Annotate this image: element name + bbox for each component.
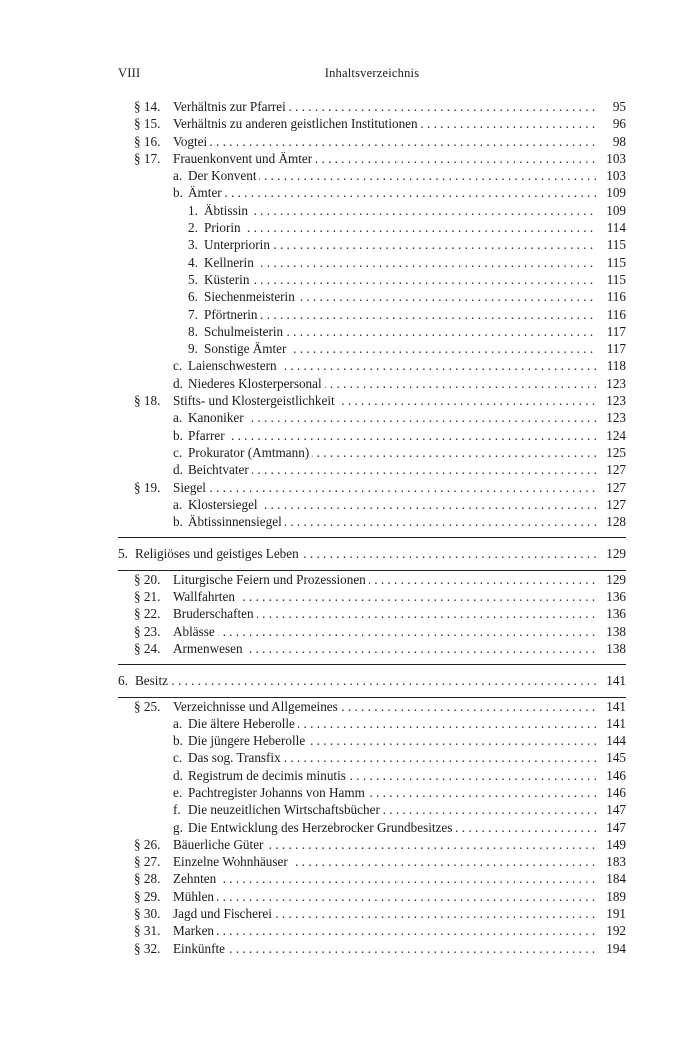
entry-label: § 20. [134, 571, 161, 587]
toc-entry[interactable] [118, 640, 626, 657]
entry-page-number: 117 [603, 323, 626, 340]
entry-title: Die neuzeitlichen Wirtschaftsbücher [188, 801, 383, 818]
entry-label: 5. [188, 271, 198, 287]
entry-title: Kanoniker [188, 409, 247, 426]
entry-title: Sonstige Ämter [204, 340, 289, 357]
toc-entry[interactable] [118, 202, 626, 219]
entry-label: § 29. [134, 888, 161, 904]
toc-entry[interactable] [118, 784, 626, 801]
entry-title: Schulmeisterin [204, 323, 286, 340]
entry-title: Verhältnis zu anderen geistlichen Institutionen [173, 115, 421, 132]
running-head [118, 66, 626, 82]
entry-label: § 14. [134, 99, 161, 114]
entry-label: c. [173, 750, 183, 766]
dot-leader [183, 133, 596, 150]
entry-label: e. [173, 784, 183, 800]
toc-entry[interactable] [118, 461, 626, 478]
entry-page-number: 138 [602, 623, 626, 640]
entry-label: § 30. [134, 906, 161, 922]
toc-entry[interactable] [118, 444, 626, 461]
entry-title: Klostersiegel [188, 496, 261, 513]
entry-title: Unterpriorin [204, 236, 273, 253]
entry-label: § 21. [134, 589, 161, 605]
entry-label: § 23. [134, 623, 161, 639]
entry-label: § 24. [134, 640, 161, 656]
entry-title: Verzeichnisse und Allgemeines [173, 698, 341, 715]
dot-leader [214, 271, 596, 288]
entry-page-number: 192 [602, 922, 626, 939]
entry-title: Stifts- und Klostergeistlichkeit [173, 392, 338, 409]
toc-entry[interactable] [118, 801, 626, 818]
entry-title: Jagd und Fischerei [173, 905, 275, 922]
dot-leader [198, 409, 596, 426]
entry-label: d. [173, 462, 183, 478]
toc-entry[interactable] [118, 392, 626, 409]
entry-title: Einzelne Wohnhäuser [173, 853, 291, 870]
toc-entry[interactable] [118, 219, 626, 236]
toc-entry[interactable] [118, 819, 626, 836]
toc-entry[interactable] [118, 870, 626, 887]
entry-page-number: 114 [603, 219, 626, 236]
entry-label: § 17. [134, 150, 161, 166]
entry-page-number: 136 [602, 605, 626, 622]
entry-label: § 19. [134, 479, 161, 495]
entry-page-number: 123 [602, 375, 626, 392]
entry-title: Marken [173, 922, 217, 939]
dot-leader [214, 202, 596, 219]
toc-entry[interactable] [118, 588, 626, 605]
entry-title: Besitz [135, 672, 171, 689]
entry-page-number: 118 [603, 357, 626, 374]
entry-page-number: 183 [602, 853, 626, 870]
entry-label: f. [173, 802, 181, 818]
entry-page-number: 141 [602, 715, 626, 732]
entry-title: Beichtvater [188, 461, 252, 478]
entry-label: § 25. [134, 698, 161, 714]
entry-title: Liturgische Feiern und Prozessionen [173, 571, 369, 588]
toc-entry[interactable] [118, 150, 626, 167]
entry-title: Siegel [173, 479, 209, 496]
toc-entry[interactable] [118, 184, 626, 201]
toc-entry[interactable] [118, 513, 626, 530]
entry-label: b. [173, 733, 183, 749]
toc-entry[interactable] [118, 236, 626, 253]
entry-page-number: 184 [602, 870, 626, 887]
toc-entry[interactable] [118, 749, 626, 766]
entry-title: Ablässe [173, 623, 218, 640]
entry-title: Das sog. Transfix [188, 749, 284, 766]
entry-page-number: 129 [602, 545, 626, 562]
table-of-contents [118, 98, 626, 957]
entry-page-number: 123 [602, 392, 626, 409]
entry-page-number: 115 [603, 236, 626, 253]
dot-leader [214, 306, 596, 323]
entry-label: § 16. [134, 133, 161, 149]
toc-entry[interactable] [118, 98, 626, 115]
entry-label: 5. [118, 546, 128, 562]
entry-label: d. [173, 767, 183, 783]
section-rule [118, 537, 626, 538]
entry-label: g. [173, 819, 183, 835]
entry-label: § 27. [134, 854, 161, 870]
entry-label: § 31. [134, 923, 161, 939]
entry-title: Wallfahrten [173, 588, 238, 605]
entry-title: Einkünfte [173, 940, 228, 957]
entry-title: Äbtissin [204, 202, 251, 219]
entry-page-number: 129 [602, 571, 626, 588]
entry-label: § 22. [134, 606, 161, 622]
entry-title: Vogtei [173, 133, 210, 150]
entry-page-number: 123 [602, 409, 626, 426]
toc-entry[interactable] [118, 940, 626, 957]
dot-leader [198, 184, 596, 201]
toc-entry[interactable] [118, 271, 626, 288]
toc-entry[interactable] [118, 357, 626, 374]
page-folio: VIII [118, 66, 141, 80]
toc-entry[interactable] [118, 375, 626, 392]
toc-entry[interactable] [118, 767, 626, 784]
entry-label: c. [173, 358, 183, 374]
toc-entry[interactable] [118, 254, 626, 271]
entry-label: 1. [188, 202, 198, 218]
entry-page-number: 146 [602, 767, 626, 784]
entry-title: Priorin [204, 219, 244, 236]
toc-entry[interactable] [118, 922, 626, 939]
entry-title: Armenwesen [173, 640, 246, 657]
entry-page-number: 116 [603, 288, 626, 305]
toc-entry[interactable] [118, 623, 626, 640]
entry-label: § 18. [134, 393, 161, 409]
entry-title: Religiöses und geistiges Leben [135, 545, 302, 562]
dot-leader [183, 940, 596, 957]
entry-label: d. [173, 375, 183, 391]
entry-label: a. [173, 496, 183, 512]
entry-page-number: 147 [602, 819, 626, 836]
toc-entry[interactable] [118, 715, 626, 732]
entry-label: 7. [188, 306, 198, 322]
entry-label: 2. [188, 220, 198, 236]
entry-label: § 28. [134, 871, 161, 887]
entry-page-number: 141 [602, 698, 626, 715]
entry-page-number: 96 [609, 115, 626, 132]
entry-title: Laienschwestern [188, 357, 280, 374]
entry-page-number: 128 [602, 513, 626, 530]
entry-page-number: 127 [602, 479, 626, 496]
entry-title: Kellnerin [204, 254, 257, 271]
entry-page-number: 138 [602, 640, 626, 657]
entry-label: 6. [118, 673, 128, 689]
entry-title: Bäuerliche Güter [173, 836, 266, 853]
entry-title: Bruderschaften [173, 605, 257, 622]
entry-title: Äbtissinnensiegel [188, 513, 285, 530]
entry-title: Pförtnerin [204, 306, 260, 323]
toc-entry[interactable] [118, 698, 626, 715]
entry-label: 9. [188, 341, 198, 357]
entry-label: b. [173, 514, 183, 530]
toc-entry[interactable] [118, 323, 626, 340]
entry-title: Die jüngere Heberolle [188, 732, 308, 749]
entry-title: Die ältere Heberolle [188, 715, 298, 732]
entry-title: Frauenkonvent und Ämter [173, 150, 315, 167]
entry-page-number: 116 [603, 306, 626, 323]
entry-label: 8. [188, 323, 198, 339]
toc-entry[interactable] [118, 115, 626, 132]
dot-leader [145, 672, 596, 689]
toc-entry[interactable] [118, 732, 626, 749]
dot-leader [183, 588, 596, 605]
toc-entry[interactable] [118, 836, 626, 853]
toc-chapter-entry[interactable] [118, 545, 626, 562]
entry-page-number: 103 [602, 167, 626, 184]
entry-page-number: 115 [603, 271, 626, 288]
toc-entry[interactable] [118, 409, 626, 426]
entry-page-number: 103 [602, 150, 626, 167]
dot-leader [214, 254, 596, 271]
entry-page-number: 191 [602, 905, 626, 922]
entry-page-number: 124 [602, 427, 626, 444]
toc-entry[interactable] [118, 479, 626, 496]
entry-page-number: 109 [602, 202, 626, 219]
toc-entry[interactable] [118, 853, 626, 870]
entry-page-number: 98 [609, 133, 626, 150]
entry-page-number: 149 [602, 836, 626, 853]
entry-title: Prokurator (Amtmann) [188, 444, 312, 461]
entry-page-number: 147 [602, 801, 626, 818]
entry-label: § 32. [134, 940, 161, 956]
entry-page-number: 141 [602, 672, 626, 689]
entry-page-number: 127 [602, 496, 626, 513]
entry-label: 3. [188, 237, 198, 253]
entry-label: a. [173, 168, 183, 184]
entry-title: Zehnten [173, 870, 219, 887]
entry-label: 4. [188, 254, 198, 270]
toc-entry[interactable] [118, 905, 626, 922]
entry-page-number: 125 [602, 444, 626, 461]
toc-entry[interactable] [118, 427, 626, 444]
entry-title: Verhältnis zur Pfarrei [173, 98, 289, 115]
entry-page-number: 117 [603, 340, 626, 357]
entry-page-number: 146 [602, 784, 626, 801]
entry-page-number: 127 [602, 461, 626, 478]
entry-label: a. [173, 715, 183, 731]
toc-entry[interactable] [118, 888, 626, 905]
entry-title: Die Entwicklung des Herzebrocker Grundbesitzes [188, 819, 455, 836]
dot-leader [198, 461, 596, 478]
toc-entry[interactable] [118, 571, 626, 588]
toc-entry[interactable] [118, 133, 626, 150]
entry-title: Mühlen [173, 888, 217, 905]
section-rule [118, 664, 626, 665]
dot-leader [183, 479, 596, 496]
toc-entry[interactable] [118, 340, 626, 357]
entry-label: § 26. [134, 836, 161, 852]
toc-entry[interactable] [118, 496, 626, 513]
entry-title: Pachtregister Johanns von Hamm [188, 784, 368, 801]
entry-page-number: 95 [609, 98, 626, 115]
entry-label: c. [173, 444, 183, 460]
dot-leader [214, 219, 596, 236]
entry-title: Siechenmeisterin [204, 288, 298, 305]
dot-leader [198, 427, 596, 444]
toc-entry[interactable] [118, 288, 626, 305]
running-title: Inhaltsverzeichnis [324, 66, 420, 80]
entry-title: Küsterin [204, 271, 252, 288]
dot-leader [183, 623, 596, 640]
toc-chapter-entry[interactable] [118, 672, 626, 689]
entry-label: § 15. [134, 116, 161, 132]
toc-entry[interactable] [118, 306, 626, 323]
dot-leader [183, 888, 596, 905]
entry-title: Ämter [188, 184, 225, 201]
toc-entry[interactable] [118, 605, 626, 622]
entry-page-number: 109 [602, 184, 626, 201]
entry-label: b. [173, 427, 183, 443]
entry-page-number: 144 [602, 732, 626, 749]
toc-entry[interactable] [118, 167, 626, 184]
entry-title: Registrum de decimis minutis [188, 767, 349, 784]
entry-page-number: 145 [602, 749, 626, 766]
entry-title: Der Konvent [188, 167, 259, 184]
entry-label: a. [173, 410, 183, 426]
dot-leader [183, 922, 596, 939]
dot-leader [183, 870, 596, 887]
entry-page-number: 115 [603, 254, 626, 271]
entry-label: b. [173, 185, 183, 201]
entry-page-number: 194 [602, 940, 626, 957]
entry-page-number: 136 [602, 588, 626, 605]
entry-page-number: 189 [602, 888, 626, 905]
entry-title: Pfarrer [188, 427, 228, 444]
entry-label: 6. [188, 289, 198, 305]
entry-title: Niederes Klosterpersonal [188, 375, 325, 392]
